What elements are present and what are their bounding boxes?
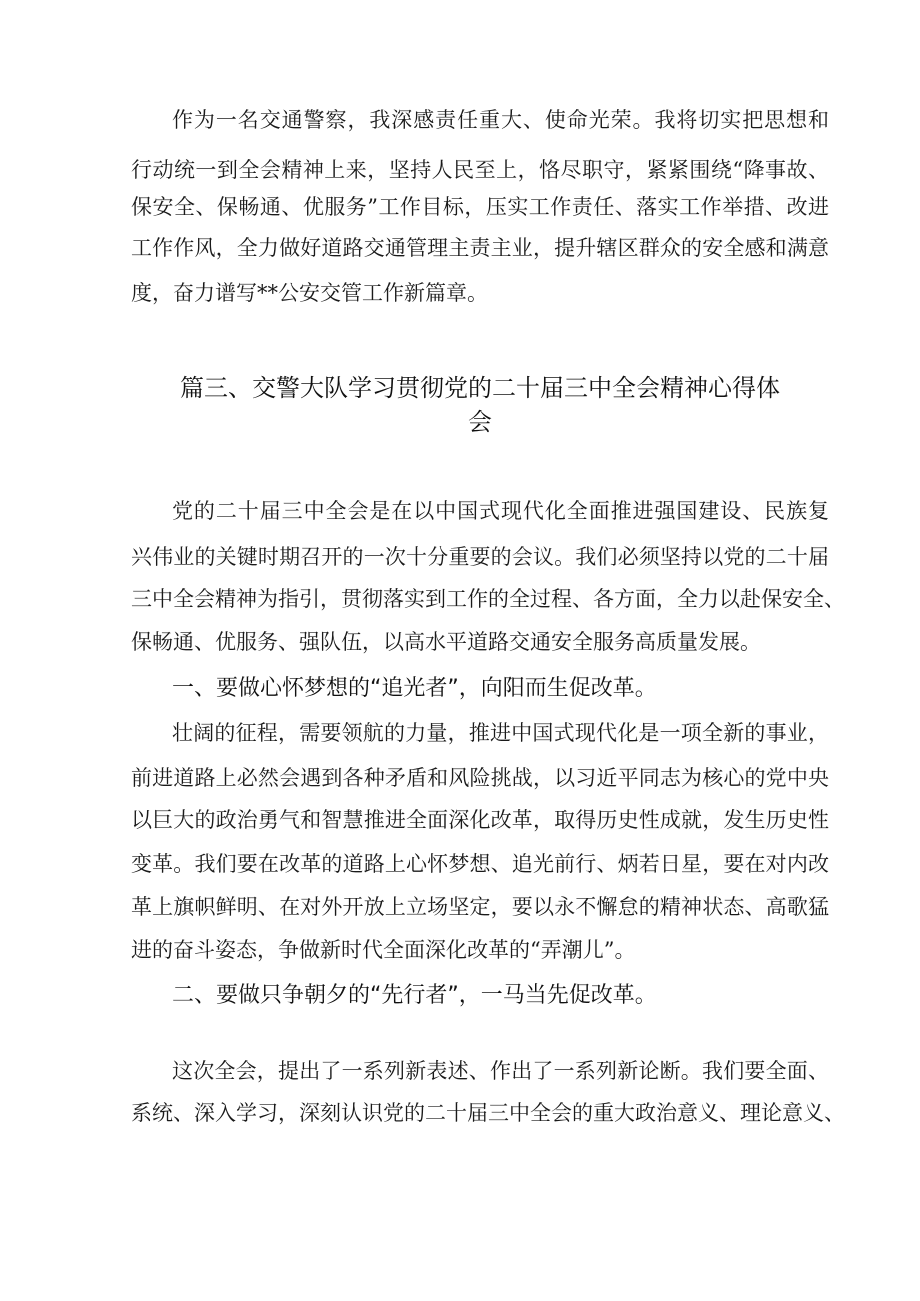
paragraph-line: 壮阔的征程，需要领航的力量，推进中国式现代化是一项全新的事业，: [172, 721, 829, 745]
paragraph-line: 保畅通、优服务、强队伍，以高水平道路交通安全服务高质量发展。: [131, 630, 761, 654]
section-title-line-2: 会: [468, 408, 492, 436]
paragraph-line: 党的二十届三中全会是在以中国式现代化全面推进强国建设、民族复: [172, 499, 829, 523]
section-title-line-1: 篇三、交警大队学习贯彻党的二十届三中全会精神心得体: [180, 374, 780, 402]
paragraph-line: 这次全会，提出了一系列新表述、作出了一系列新论断。我们要全面、: [172, 1059, 829, 1083]
paragraph-line: 兴伟业的关键时期召开的一次十分重要的会议。我们必须坚持以党的二十届: [131, 545, 829, 569]
paragraph-line: 以巨大的政治勇气和智慧推进全面深化改革，取得历史性成就，发生历史性: [131, 808, 829, 832]
section-heading-2: 二、要做只争朝夕的“先行者”，一马当先促改革。: [172, 983, 657, 1008]
paragraph-line: 进的奋斗姿态，争做新时代全面深化改革的“弄潮儿”。: [131, 938, 636, 962]
paragraph-line: 变革。我们要在改革的道路上心怀梦想、追光前行、炳若日星，要在对内改: [131, 852, 829, 876]
paragraph-line: 革上旗帜鲜明、在对外开放上立场坚定，要以永不懈怠的精神状态、高歌猛: [131, 895, 829, 919]
paragraph-line: 工作作风，全力做好道路交通管理主责主业，提升辖区群众的安全感和满意: [131, 236, 829, 260]
paragraph-line: 作为一名交通警察，我深感责任重大、使命光荣。我将切实把思想和: [172, 108, 829, 132]
paragraph-line: 系统、深入学习，深刻认识党的二十届三中全会的重大政治意义、理论意义、: [131, 1101, 845, 1125]
paragraph-line: 保安全、保畅通、优服务”工作目标，压实工作责任、落实工作举措、改进: [131, 195, 829, 219]
paragraph-line: 度，奋力谱写**公安交管工作新篇章。: [131, 281, 488, 305]
paragraph-line: 行动统一到全会精神上来，坚持人民至上，恪尽职守，紧紧围绕“降事故、: [131, 158, 829, 182]
paragraph-line: 三中全会精神为指引，贯彻落实到工作的全过程、各方面，全力以赴保安全、: [131, 587, 845, 611]
paragraph-line: 前进道路上必然会遇到各种矛盾和风险挑战，以习近平同志为核心的党中央: [131, 766, 829, 790]
section-heading-1: 一、要做心怀梦想的“追光者”，向阳而生促改革。: [172, 676, 657, 701]
